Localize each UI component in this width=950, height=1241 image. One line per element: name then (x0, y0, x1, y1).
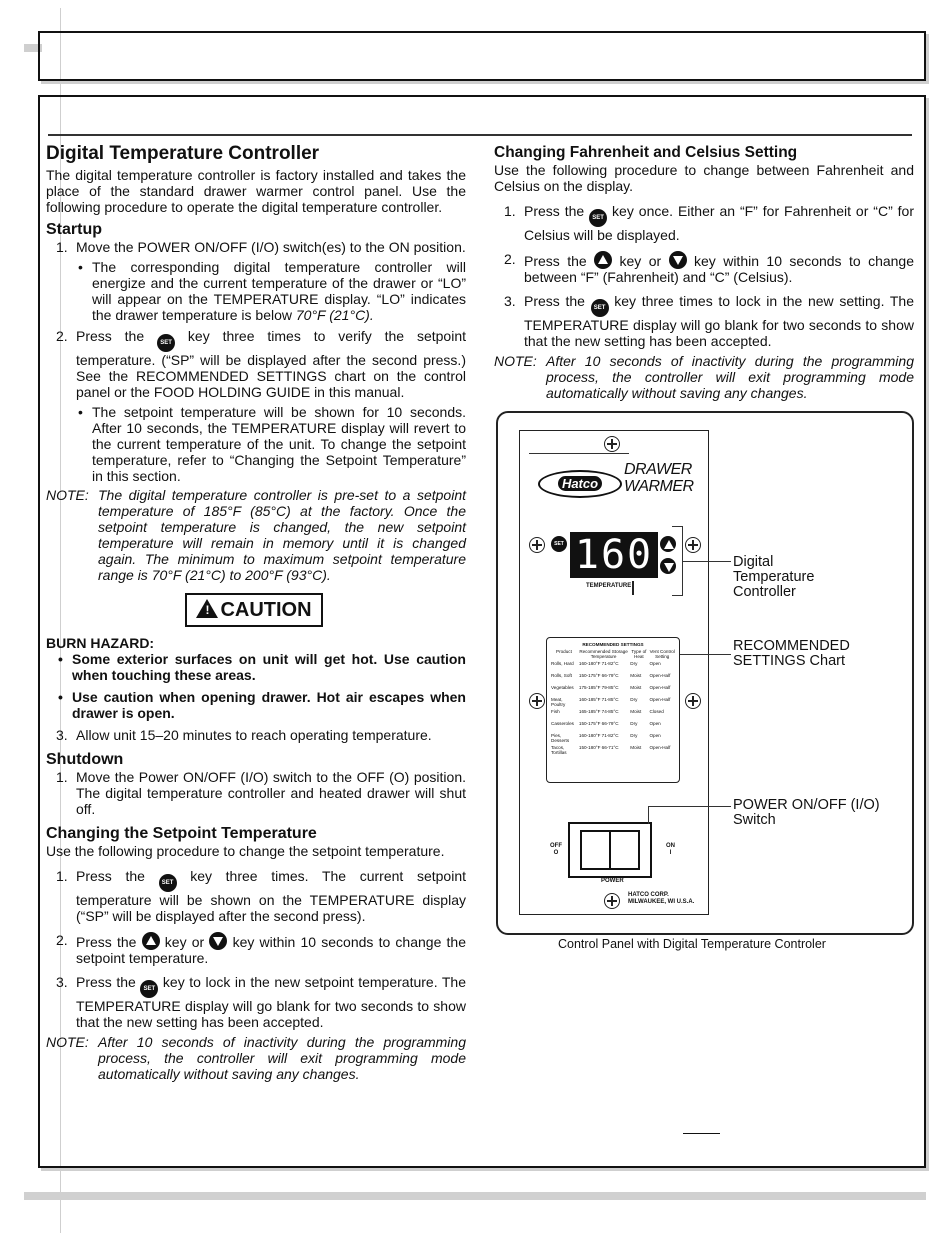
on-label: ON I (666, 843, 675, 856)
switch-leader-drop (648, 806, 649, 824)
settings-header: Recommended Storage Temperature (579, 649, 628, 659)
logo-leader-line (529, 453, 629, 454)
caution-label: ! CAUTION (185, 593, 323, 627)
screw-icon (685, 537, 701, 553)
down-arrow-key-icon (669, 251, 687, 269)
chart-leader-line (680, 654, 731, 655)
fahrenheit-celsius-heading: Changing Fahrenheit and Celsius Setting (494, 144, 798, 161)
hazard-item-2: • Use caution when opening drawer. Hot air escapes when drawer is open. (58, 689, 466, 721)
table-row: Vegetables 175-185°F 79-85°C Moist Open-Half (551, 685, 671, 690)
set-button[interactable]: SET (551, 536, 567, 552)
callout-controller: Digital Temperature Controller (733, 554, 815, 600)
temperature-display: 160 (570, 532, 658, 578)
startup-step-2: 2. Press the SET key three times to verify the setpoint temperature. (“SP” will be displayed after the second press.) See the RECOMMENDED SETTINGS chart on the control panel or the FOOD HOLDING GUIDE in this manual. (56, 328, 466, 400)
up-arrow-key-icon (142, 932, 160, 950)
fc-intro: Use the following procedure to change between Fahrenheit and Celsius on the display. (494, 162, 914, 194)
screw-icon (604, 436, 620, 452)
set-key-icon: SET (159, 874, 177, 892)
settings-header: Type of Heat (631, 649, 647, 659)
screw-icon (529, 537, 545, 553)
setpoint-step-3: 3. Press the SET key to lock in the new setpoint temperature. The TEMPERATURE display will go blank for two seconds to show that the new setting has been accepted. (56, 974, 467, 1030)
page-header-box (38, 31, 926, 81)
section-rule (48, 134, 912, 136)
power-switch[interactable] (568, 822, 652, 878)
screw-icon (685, 693, 701, 709)
set-key-icon: SET (140, 980, 158, 998)
startup-bullet-2: • The setpoint temperature will be shown for 10 seconds. After 10 seconds, the TEMPERATURE display will revert to the current temperature of the unit. To change the setpoint temperature, refer to “Changing the Setpoint Temperature” in this section. (78, 404, 466, 484)
hatco-logo: Hatco (538, 470, 622, 498)
page-title: Digital Temperature Controller (46, 143, 320, 164)
table-row: Tacos, Tortillas 150-180°F 66-71°C Moist Open-Half (551, 745, 671, 755)
shutdown-step-1: 1. Move the Power ON/OFF (I/O) switch to the OFF (O) position. The digital temperature controller and heated drawer will shut off. (56, 769, 466, 817)
settings-table (550, 649, 676, 757)
footer-bar (24, 1192, 926, 1200)
table-row: Casseroles 150-175°F 66-79°C Dry Open (551, 721, 661, 726)
maker-plate: HATCO CORP. MILWAUKEE, WI U.S.A. (628, 892, 695, 905)
fc-step-1: 1. Press the SET key once. Either an “F” for Fahrenheit or “C” for Celsius will be displayed. (504, 203, 914, 243)
fc-step-2: 2. Press the key or key within 10 seconds to change between “F” (Fahrenheit) and “C” (Celsius). (504, 251, 915, 285)
thermometer-icon (632, 581, 634, 595)
set-key-icon: SET (589, 209, 607, 227)
setpoint-step-2: 2. Press the key or key within 10 seconds to change the setpoint temperature. (56, 932, 467, 966)
startup-note: NOTE: The digital temperature controller is pre-set to a setpoint temperature of 185°F (85°C) at the factory. Once the setpoint temperature is changed, the new setpoint temperature will remain in memory until it is changed again. The minimum to maximum setpoint temperature range is 70°F (21°C) to 200°F (93°C). (46, 487, 466, 583)
figure-caption: Control Panel with Digital Temperature Controler (558, 937, 826, 951)
set-key-icon: SET (591, 299, 609, 317)
table-row: Rolls, Soft 150-175°F 66-79°C Moist Open-Half (551, 673, 671, 678)
left-column (46, 143, 466, 1082)
startup-heading: Startup (46, 221, 102, 238)
switch-leader-line (648, 806, 731, 807)
recommended-settings-chart (546, 637, 680, 783)
fc-note: NOTE: After 10 seconds of inactivity during the programming process, the controller will exit programming mode automatically without saving any changes. (494, 353, 914, 401)
warning-icon: ! (196, 599, 218, 618)
fc-step-3: 3. Press the SET key three times to lock in the new setting. The TEMPERATURE display will go blank for two seconds to show that the new setting has been accepted. (504, 293, 914, 349)
screw-icon (529, 693, 545, 709)
controller-bracket (672, 526, 683, 596)
startup-bullet-1: • The corresponding digital temperature controller will energize and the current temperature of the drawer or “LO” will appear on the TEMPERATURE display. “LO” indicates the drawer temperature is below 70°F (21°C). (78, 259, 466, 323)
table-row: Rolls, Hard 160-180°F 71-82°C Dry Open (551, 661, 661, 666)
off-label: OFF O (550, 843, 562, 856)
shutdown-heading: Shutdown (46, 751, 124, 768)
table-row: Fish 165-185°F 74-85°C Moist Closed (551, 709, 664, 714)
setpoint-heading: Changing the Setpoint Temperature (46, 825, 317, 842)
power-label: POWER (601, 878, 624, 884)
up-arrow-key-icon (594, 251, 612, 269)
set-key-icon: SET (157, 334, 175, 352)
settings-title: RECOMMENDED SETTINGS (582, 642, 644, 647)
startup-step-3: 3. Allow unit 15–20 minutes to reach operating temperature. (56, 727, 432, 743)
table-row: Meat, Poultry 160-185°F 71-85°C Dry Open-Half (551, 697, 671, 707)
hazard-item-1: • Some exterior surfaces on unit will get hot. Use caution when touching these areas. (58, 651, 466, 683)
temperature-label: TEMPERATURE (586, 583, 632, 589)
screw-icon (604, 893, 620, 909)
table-row: Pies, Desserts 160-180°F 71-82°C Dry Open (551, 733, 661, 743)
callout-chart: RECOMMENDED SETTINGS Chart (733, 638, 850, 669)
startup-step-1: 1. Move the POWER ON/OFF (I/O) switch(es) to the ON position. (56, 239, 466, 255)
right-column (494, 143, 914, 401)
burn-hazard-heading: BURN HAZARD: (46, 635, 155, 651)
settings-header: Vent Control Setting (649, 649, 675, 659)
callout-switch: POWER ON/OFF (I/O) Switch (733, 797, 880, 828)
rocker[interactable] (580, 830, 640, 870)
setpoint-note: NOTE: After 10 seconds of inactivity during the programming process, the controller will exit programming mode automatically without saving any changes. (46, 1034, 466, 1082)
controller-leader-line (683, 561, 731, 562)
setpoint-intro: Use the following procedure to change the setpoint temperature. (46, 843, 445, 859)
down-arrow-key-icon (209, 932, 227, 950)
setpoint-step-1: 1. Press the SET key three times. The current setpoint temperature will be shown on the TEMPERATURE display (“SP” will be displayed after the second press). (56, 868, 466, 924)
intro-paragraph: The digital temperature controller is factory installed and takes the place of the standard drawer warmer control panel. Use the following procedure to operate the digital temperature controller. (46, 167, 466, 215)
product-name: DRAWER WARMER (624, 461, 694, 495)
page-number-line (683, 1133, 720, 1134)
settings-header-row (550, 649, 676, 661)
settings-header: Product (556, 649, 572, 654)
